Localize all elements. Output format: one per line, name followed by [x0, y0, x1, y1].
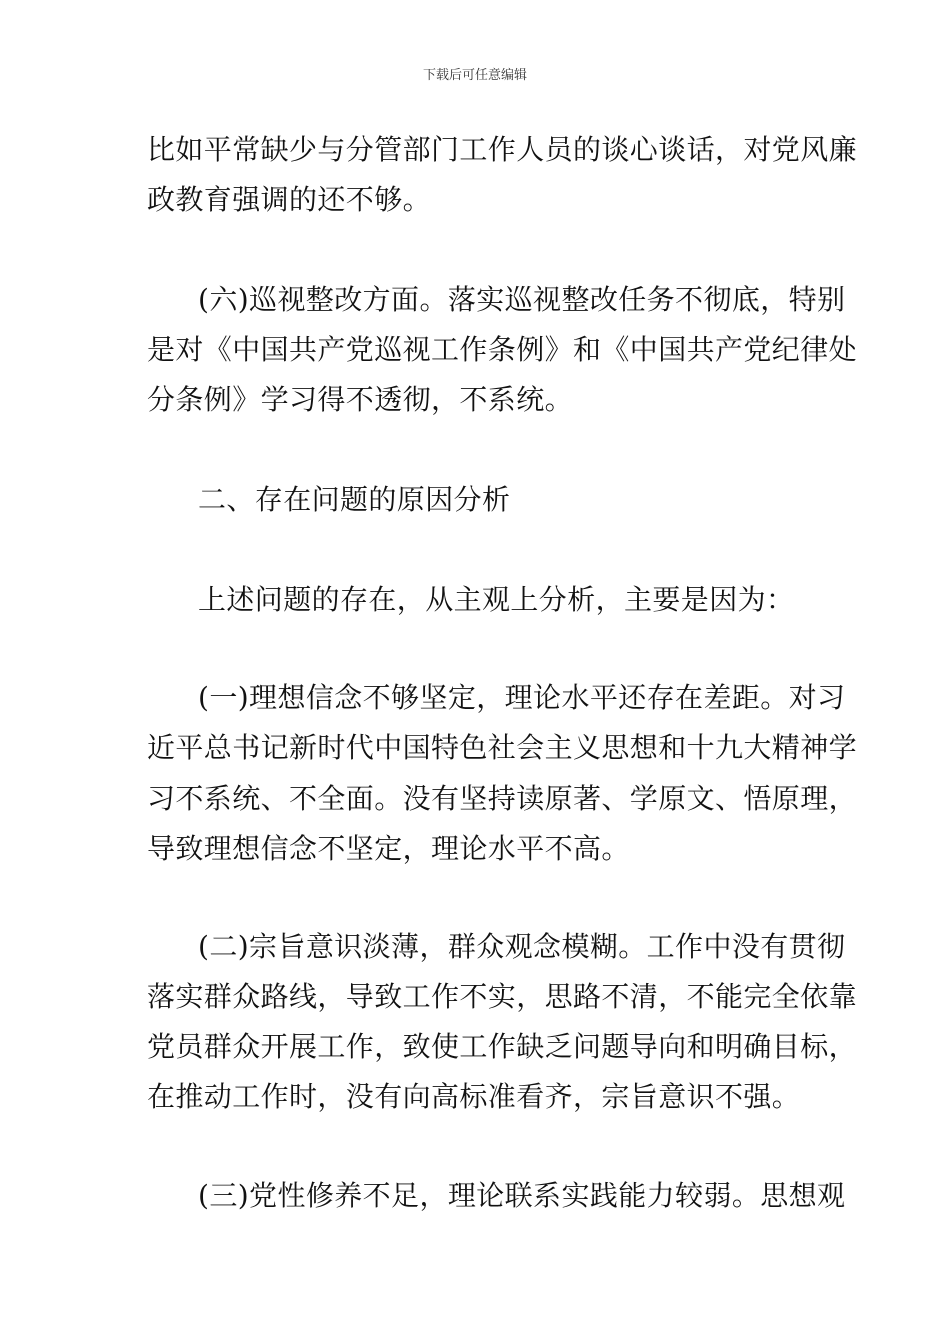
text-line: 党员群众开展工作，致使工作缺乏问题导向和明确目标， — [147, 1030, 858, 1063]
text-line: 分条例》学习得不透彻，不系统。 — [147, 383, 574, 416]
text-line: 是对《中国共产党巡视工作条例》和《中国共产党纪律处 — [147, 333, 858, 366]
text-line: 比如平常缺少与分管部门工作人员的谈心谈话，对党风廉 — [147, 133, 858, 166]
paragraph-first-line: (一)理想信念不够坚定，理论水平还存在差距。对习 — [198, 681, 846, 714]
section-heading: 二、存在问题的原因分析 — [198, 483, 511, 516]
paragraph-first-line: (三)党性修养不足，理论联系实践能力较弱。思想观 — [198, 1179, 846, 1212]
paragraph-first-line: (二)宗旨意识淡薄，群众观念模糊。工作中没有贯彻 — [198, 930, 846, 963]
text-line: 习不系统、不全面。没有坚持读原著、学原文、悟原理， — [147, 782, 858, 815]
text-line: 导致理想信念不坚定，理论水平不高。 — [147, 832, 630, 865]
paragraph-first-line: 上述问题的存在，从主观上分析，主要是因为： — [198, 583, 795, 616]
text-line: 近平总书记新时代中国特色社会主义思想和十九大精神学 — [147, 731, 858, 764]
text-line: 在推动工作时，没有向高标准看齐，宗旨意识不强。 — [147, 1080, 801, 1113]
page-header-note: 下载后可任意编辑 — [422, 68, 527, 83]
paragraph-first-line: (六)巡视整改方面。落实巡视整改任务不彻底，特别 — [198, 283, 846, 316]
text-line: 落实群众路线，导致工作不实，思路不清，不能完全依靠 — [147, 980, 858, 1013]
text-line: 政教育强调的还不够。 — [147, 183, 432, 216]
